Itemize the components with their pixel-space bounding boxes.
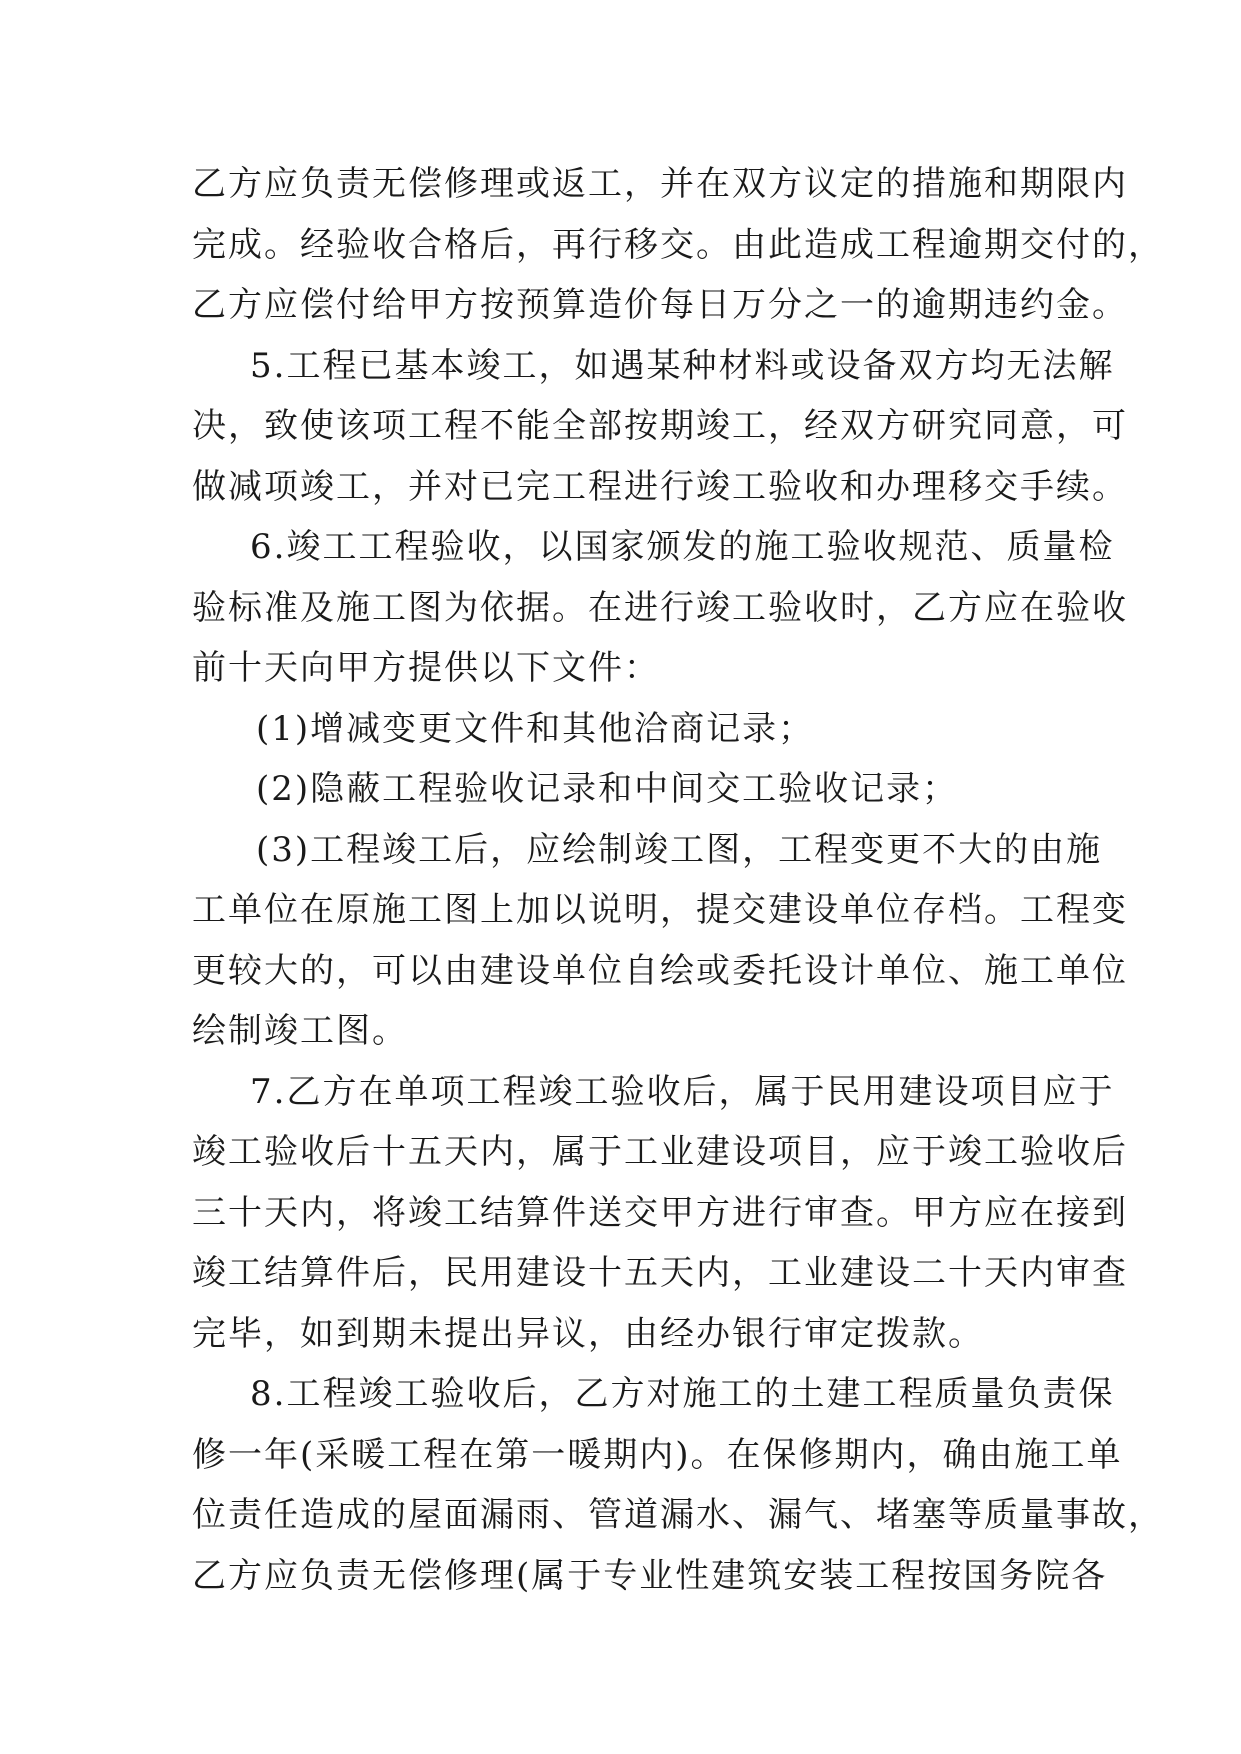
text-line: 绘制竣工图。 (192, 1011, 408, 1051)
text-line: 位责任造成的屋面漏雨、管道漏水、漏气、堵塞等质量事故， (192, 1495, 1164, 1535)
text-line: 乙方应偿付给甲方按预算造价每日万分之一的逾期违约金。 (192, 285, 1128, 325)
sub-item-2: (2)隐蔽工程验收记录和中间交工验收记录； (256, 769, 959, 809)
clause-5-start: 5.工程已基本竣工，如遇某种材料或设备双方均无法解 (250, 345, 1115, 386)
text-line: 竣工验收后十五天内，属于工业建设项目，应于竣工验收后 (192, 1132, 1128, 1172)
clause-8-start: 8.工程竣工验收后，乙方对施工的土建工程质量负责保 (250, 1374, 1115, 1414)
text-line: 乙方应负责无偿修理(属于专业性建筑安装工程按国务院各 (192, 1555, 1108, 1596)
text-line: 更较大的，可以由建设单位自绘或委托设计单位、施工单位 (192, 950, 1128, 991)
text-line: 竣工结算件后，民用建设十五天内，工业建设二十天内审查 (192, 1253, 1128, 1293)
clause-6-start: 6.竣工工程验收，以国家颁发的施工验收规范、质量检 (250, 527, 1115, 567)
text-line: 前十天向甲方提供以下文件： (192, 648, 660, 688)
text-line: 乙方应负责无偿修理或返工，并在双方议定的措施和期限内 (192, 164, 1128, 204)
text-line: 完成。经验收合格后，再行移交。由此造成工程逾期交付的， (192, 224, 1164, 265)
text-line: 完毕，如到期未提出异议，由经办银行审定拨款。 (192, 1313, 984, 1354)
sub-item-1: (1)增减变更文件和其他洽商记录； (256, 708, 815, 749)
clause-7-start: 7.乙方在单项工程竣工验收后，属于民用建设项目应于 (250, 1071, 1115, 1112)
text-line: 验标准及施工图为依据。在进行竣工验收时，乙方应在验收 (192, 587, 1128, 628)
text-line: 修一年(采暖工程在第一暖期内)。在保修期内，确由施工单 (192, 1434, 1123, 1475)
text-line: 工单位在原施工图上加以说明，提交建设单位存档。工程变 (192, 890, 1128, 930)
text-line: 决，致使该项工程不能全部按期竣工，经双方研究同意，可 (192, 406, 1128, 446)
document-body (192, 154, 1164, 1606)
text-line: 三十天内，将竣工结算件送交甲方进行审查。甲方应在接到 (192, 1192, 1128, 1233)
text-line: 做减项竣工，并对已完工程进行竣工验收和办理移交手续。 (192, 466, 1128, 507)
sub-item-3: (3)工程竣工后，应绘制竣工图，工程变更不大的由施 (256, 829, 1103, 870)
